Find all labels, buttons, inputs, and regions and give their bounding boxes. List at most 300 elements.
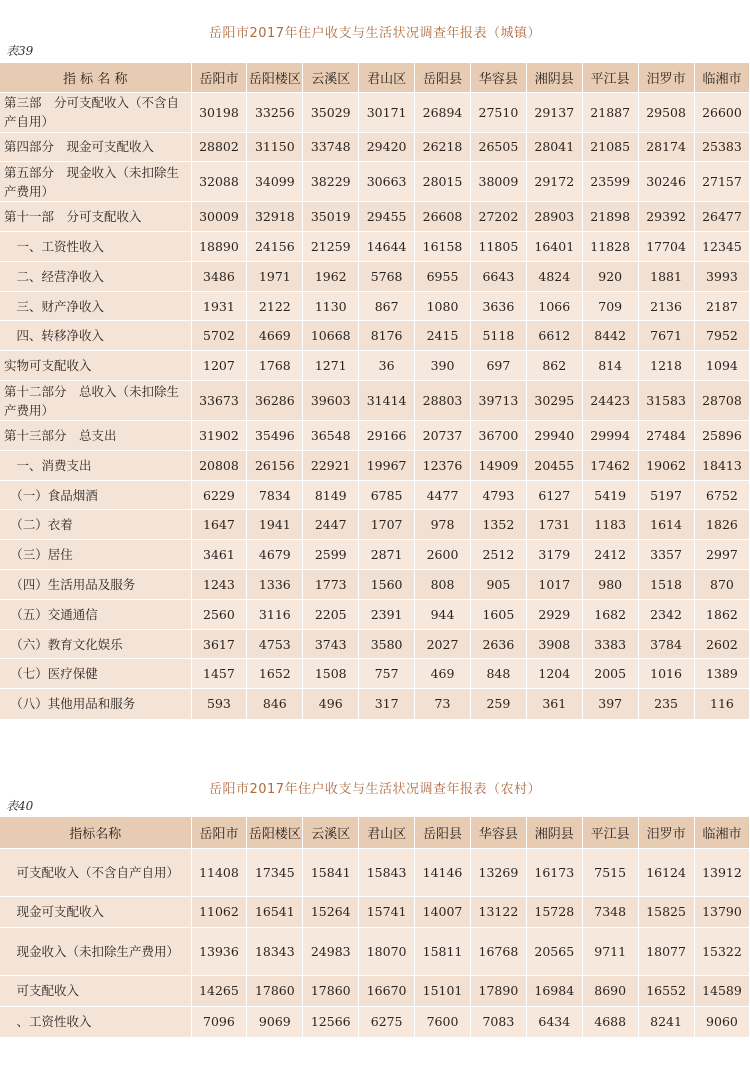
table40-number: 表40 [6,799,34,813]
table-cell: 8690 [582,975,638,1006]
row-label: 实物可支配收入 [0,351,191,381]
row-label: （八）其他用品和服务 [0,689,191,719]
table-cell: 7083 [470,1006,526,1037]
column-header: 平江县 [582,63,638,92]
row-label: （七）医疗保健 [0,659,191,689]
row-label: 二、经营净收入 [0,261,191,291]
table-cell: 3908 [526,629,582,659]
column-header: 岳阳县 [415,817,471,848]
table-cell: 16670 [359,975,415,1006]
table-cell: 26505 [470,132,526,162]
table-cell: 1204 [526,659,582,689]
table-row [0,291,750,321]
table-cell: 116 [694,689,750,719]
table-cell: 21085 [582,132,638,162]
table-cell: 10668 [303,321,359,351]
table-cell: 6127 [526,480,582,510]
row-label: 第十一部 分可支配收入 [0,202,191,232]
table-cell: 29508 [638,92,694,132]
table-row [0,570,750,600]
column-header: 云溪区 [303,817,359,848]
table-cell: 1731 [526,510,582,540]
table-row [0,975,750,1006]
table-cell: 1207 [191,351,247,381]
table-cell: 920 [582,261,638,291]
table-cell: 15101 [415,975,471,1006]
table-cell: 16768 [470,927,526,975]
column-header: 指标名称 [0,817,191,848]
table-cell: 7834 [247,480,303,510]
table-cell: 35496 [247,421,303,451]
table-row [0,132,750,162]
table-row [0,381,750,421]
table-cell: 19967 [359,450,415,480]
table-cell: 1017 [526,570,582,600]
table-cell: 36286 [247,381,303,421]
table-cell: 6275 [359,1006,415,1037]
table-cell: 26218 [415,132,471,162]
table-cell: 2512 [470,540,526,570]
table-cell: 1773 [303,570,359,600]
table-cell: 21259 [303,232,359,262]
table-row [0,92,750,132]
column-header: 云溪区 [303,63,359,92]
table-cell: 30663 [359,162,415,202]
table-cell: 14644 [359,232,415,262]
table-cell: 3461 [191,540,247,570]
row-label: 第五部分 现金收入（未扣除生产费用） [0,162,191,202]
table-row [0,351,750,381]
column-header: 临湘市 [694,817,750,848]
table-cell: 397 [582,689,638,719]
column-header: 君山区 [359,817,415,848]
row-label: 第四部分 现金可支配收入 [0,132,191,162]
table-cell: 6752 [694,480,750,510]
table-cell: 3993 [694,261,750,291]
table-cell: 27157 [694,162,750,202]
table-cell: 26894 [415,92,471,132]
table-row [0,261,750,291]
table-cell: 31150 [247,132,303,162]
row-label: 第三部 分可支配收入（不含自产自用） [0,92,191,132]
table-cell: 7671 [638,321,694,351]
table-cell: 30009 [191,202,247,232]
table-cell: 1931 [191,291,247,321]
table-cell: 16552 [638,975,694,1006]
table-cell: 30295 [526,381,582,421]
table39-title: 岳阳市2017年住户收支与生活状况调查年报表（城镇） [208,26,542,41]
column-header: 指 标 名 称 [0,63,191,92]
table-cell: 1080 [415,291,471,321]
table-cell: 29166 [359,421,415,451]
table-cell: 1016 [638,659,694,689]
table-cell: 1094 [694,351,750,381]
table-cell: 29392 [638,202,694,232]
table-row [0,421,750,451]
table-cell: 7096 [191,1006,247,1037]
table-row [0,232,750,262]
row-label: 可支配收入 [0,975,191,1006]
table-cell: 1457 [191,659,247,689]
table-cell: 3486 [191,261,247,291]
table-cell: 28802 [191,132,247,162]
table-cell: 21898 [582,202,638,232]
table-cell: 33256 [247,92,303,132]
table-cell: 39713 [470,381,526,421]
table-cell: 2391 [359,599,415,629]
column-header: 湘阴县 [526,63,582,92]
table-cell: 20808 [191,450,247,480]
table-cell: 2602 [694,629,750,659]
table-cell: 14265 [191,975,247,1006]
table-cell: 18077 [638,927,694,975]
table-cell: 862 [526,351,582,381]
table-row [0,927,750,975]
table-cell: 14589 [694,975,750,1006]
table-row [0,599,750,629]
table-cell: 29994 [582,421,638,451]
row-label: （三）居住 [0,540,191,570]
table-cell: 29420 [359,132,415,162]
table-cell: 26600 [694,92,750,132]
table-cell: 15825 [638,896,694,927]
table-cell: 3784 [638,629,694,659]
table-cell: 9060 [694,1006,750,1037]
table40-title: 岳阳市2017年住户收支与生活状况调查年报表（农村） [208,782,542,797]
table-cell: 26156 [247,450,303,480]
table-cell: 17345 [247,848,303,896]
table-cell: 1652 [247,659,303,689]
table-cell: 7348 [582,896,638,927]
table-cell: 6612 [526,321,582,351]
table-cell: 4688 [582,1006,638,1037]
row-label: 可支配收入（不含自产自用） [0,848,191,896]
column-header: 岳阳楼区 [247,817,303,848]
table-cell: 2997 [694,540,750,570]
table-cell: 26608 [415,202,471,232]
row-label: （二）衣着 [0,510,191,540]
table-cell: 2600 [415,540,471,570]
row-label: 一、消费支出 [0,450,191,480]
table-cell: 17704 [638,232,694,262]
table-cell: 14007 [415,896,471,927]
table-cell: 13790 [694,896,750,927]
table-cell: 6434 [526,1006,582,1037]
table-cell: 4679 [247,540,303,570]
table-cell: 9069 [247,1006,303,1037]
table-cell: 16158 [415,232,471,262]
column-header: 平江县 [582,817,638,848]
table-cell: 1862 [694,599,750,629]
table-cell: 18890 [191,232,247,262]
table39-number: 表39 [6,44,34,58]
table-cell: 24156 [247,232,303,262]
row-label: 现金可支配收入 [0,896,191,927]
table-cell: 2342 [638,599,694,629]
table-cell: 11828 [582,232,638,262]
table-cell: 22921 [303,450,359,480]
table-cell: 6955 [415,261,471,291]
table-cell: 18070 [359,927,415,975]
table40 [0,817,750,1037]
table-cell: 3116 [247,599,303,629]
table-cell: 25383 [694,132,750,162]
table-cell: 4824 [526,261,582,291]
row-label: （一）食品烟酒 [0,480,191,510]
column-header: 君山区 [359,63,415,92]
table-cell: 15322 [694,927,750,975]
table-cell: 20455 [526,450,582,480]
table-cell: 5768 [359,261,415,291]
table-cell: 19062 [638,450,694,480]
table-cell: 28708 [694,381,750,421]
table-cell: 2447 [303,510,359,540]
table-cell: 4669 [247,321,303,351]
table-cell: 13936 [191,927,247,975]
row-label: 第十二部分 总收入（未扣除生产费用） [0,381,191,421]
table-cell: 757 [359,659,415,689]
table-row [0,540,750,570]
table-cell: 317 [359,689,415,719]
table-cell: 9711 [582,927,638,975]
table-cell: 2136 [638,291,694,321]
table-cell: 28903 [526,202,582,232]
table-cell: 259 [470,689,526,719]
table-cell: 15741 [359,896,415,927]
table-cell: 27484 [638,421,694,451]
table-cell: 1971 [247,261,303,291]
table-cell: 28174 [638,132,694,162]
table-row [0,450,750,480]
table-cell: 1614 [638,510,694,540]
table-cell: 2560 [191,599,247,629]
table-row [0,162,750,202]
table-cell: 1768 [247,351,303,381]
table-cell: 390 [415,351,471,381]
table-cell: 39603 [303,381,359,421]
table-cell: 8241 [638,1006,694,1037]
table-cell: 1218 [638,351,694,381]
table-cell: 33673 [191,381,247,421]
table-cell: 2005 [582,659,638,689]
table-cell: 2599 [303,540,359,570]
table-cell: 12345 [694,232,750,262]
table-cell: 496 [303,689,359,719]
table-row [0,202,750,232]
table-row [0,480,750,510]
table-cell: 16984 [526,975,582,1006]
table-cell: 25896 [694,421,750,451]
table-cell: 15264 [303,896,359,927]
row-label: 现金收入（未扣除生产费用） [0,927,191,975]
table-cell: 36 [359,351,415,381]
table-cell: 808 [415,570,471,600]
table-cell: 17860 [247,975,303,1006]
table-row [0,321,750,351]
table-cell: 8149 [303,480,359,510]
table-cell: 35019 [303,202,359,232]
table-cell: 31583 [638,381,694,421]
table-cell: 24423 [582,381,638,421]
table-row [0,848,750,896]
table-cell: 15841 [303,848,359,896]
column-header: 岳阳市 [191,63,247,92]
table-cell: 7600 [415,1006,471,1037]
table-cell: 1183 [582,510,638,540]
table-row [0,629,750,659]
column-header: 岳阳县 [415,63,471,92]
table-cell: 17890 [470,975,526,1006]
table-cell: 28041 [526,132,582,162]
row-label: （五）交通通信 [0,599,191,629]
column-header: 华容县 [470,63,526,92]
table-cell: 14909 [470,450,526,480]
table-cell: 16401 [526,232,582,262]
table-cell: 20565 [526,927,582,975]
table-cell: 3743 [303,629,359,659]
table-cell: 905 [470,570,526,600]
table-cell: 1389 [694,659,750,689]
table-cell: 13912 [694,848,750,896]
column-header: 临湘市 [694,63,750,92]
table-cell: 846 [247,689,303,719]
table-cell: 6643 [470,261,526,291]
table-cell: 1518 [638,570,694,600]
table-cell: 73 [415,689,471,719]
row-label: 三、财产净收入 [0,291,191,321]
table-row [0,659,750,689]
table-cell: 1941 [247,510,303,540]
table-cell: 1707 [359,510,415,540]
table-cell: 14146 [415,848,471,896]
table-cell: 593 [191,689,247,719]
table-cell: 20737 [415,421,471,451]
table-cell: 36700 [470,421,526,451]
table-cell: 29455 [359,202,415,232]
table-cell: 28015 [415,162,471,202]
table-cell: 24983 [303,927,359,975]
table-cell: 15811 [415,927,471,975]
row-label: 四、转移净收入 [0,321,191,351]
table-cell: 2636 [470,629,526,659]
table-cell: 469 [415,659,471,689]
table-cell: 29137 [526,92,582,132]
table-cell: 33748 [303,132,359,162]
table-cell: 5197 [638,480,694,510]
table-cell: 1352 [470,510,526,540]
table-cell: 1560 [359,570,415,600]
table-cell: 235 [638,689,694,719]
table-cell: 8176 [359,321,415,351]
table-cell: 26477 [694,202,750,232]
table-cell: 7952 [694,321,750,351]
table-cell: 8442 [582,321,638,351]
table-cell: 30171 [359,92,415,132]
table-cell: 2929 [526,599,582,629]
table-cell: 35029 [303,92,359,132]
table-cell: 11062 [191,896,247,927]
row-label: 第十三部分 总支出 [0,421,191,451]
table-cell: 5419 [582,480,638,510]
table-row [0,1006,750,1037]
table-row [0,689,750,719]
table-cell: 11408 [191,848,247,896]
table-cell: 1130 [303,291,359,321]
table-cell: 36548 [303,421,359,451]
table-cell: 15728 [526,896,582,927]
table-cell: 4477 [415,480,471,510]
table-cell: 21887 [582,92,638,132]
table-cell: 1962 [303,261,359,291]
table-cell: 3383 [582,629,638,659]
column-header: 华容县 [470,817,526,848]
table-cell: 17462 [582,450,638,480]
table-cell: 4793 [470,480,526,510]
table-cell: 11805 [470,232,526,262]
table-cell: 1336 [247,570,303,600]
table-cell: 16173 [526,848,582,896]
table-cell: 1881 [638,261,694,291]
table-cell: 27510 [470,92,526,132]
table-cell: 18343 [247,927,303,975]
column-header: 汨罗市 [638,63,694,92]
table-cell: 709 [582,291,638,321]
table-cell: 2205 [303,599,359,629]
table-cell: 980 [582,570,638,600]
table-cell: 13122 [470,896,526,927]
table-cell: 12376 [415,450,471,480]
table-cell: 31414 [359,381,415,421]
table-cell: 5118 [470,321,526,351]
table-row [0,510,750,540]
table-cell: 28803 [415,381,471,421]
table-cell: 2122 [247,291,303,321]
table-cell: 16541 [247,896,303,927]
row-label: （六）教育文化娱乐 [0,629,191,659]
table-cell: 1647 [191,510,247,540]
table-cell: 5702 [191,321,247,351]
table-cell: 3357 [638,540,694,570]
column-header: 岳阳市 [191,817,247,848]
table-cell: 361 [526,689,582,719]
table-cell: 30198 [191,92,247,132]
table-row [0,896,750,927]
table-cell: 2187 [694,291,750,321]
table-cell: 4753 [247,629,303,659]
table-cell: 1605 [470,599,526,629]
table-cell: 1682 [582,599,638,629]
table-cell: 18413 [694,450,750,480]
table-cell: 23599 [582,162,638,202]
table-cell: 13269 [470,848,526,896]
table-cell: 7515 [582,848,638,896]
table-cell: 15843 [359,848,415,896]
table-cell: 870 [694,570,750,600]
table-cell: 6229 [191,480,247,510]
table-cell: 3636 [470,291,526,321]
table-cell: 6785 [359,480,415,510]
table-cell: 867 [359,291,415,321]
table-cell: 32088 [191,162,247,202]
table-cell: 848 [470,659,526,689]
table-cell: 1508 [303,659,359,689]
table-cell: 1271 [303,351,359,381]
table-cell: 29172 [526,162,582,202]
table-cell: 944 [415,599,471,629]
table-cell: 16124 [638,848,694,896]
table-cell: 12566 [303,1006,359,1037]
table-cell: 31902 [191,421,247,451]
